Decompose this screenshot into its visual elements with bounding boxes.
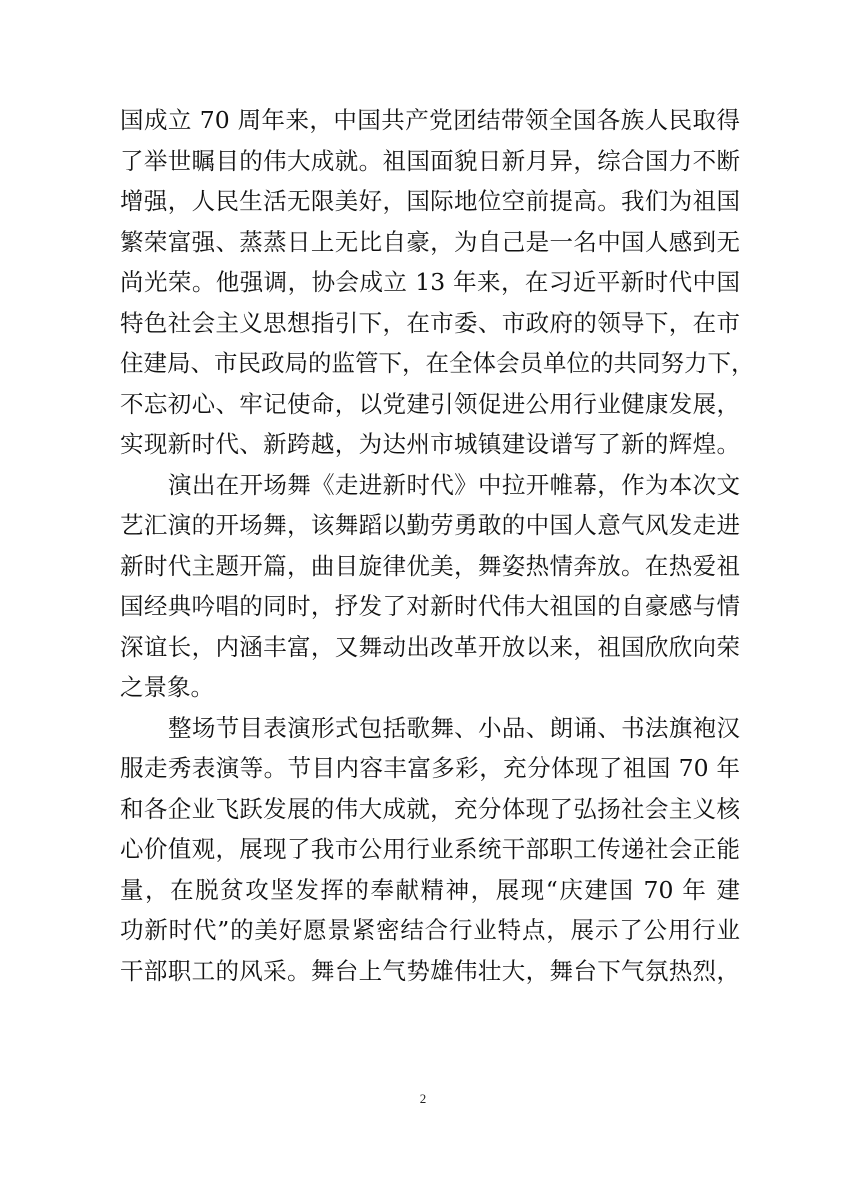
text-line: 心价值观，展现了我市公用行业系统干部职工传递社会正能 [120,835,740,863]
text-line: 干部职工的风采。舞台上气势雄伟壮大，舞台下气氛热烈， [120,956,740,985]
document-body [120,100,755,991]
text-line: 艺汇演的开场舞，该舞蹈以勤劳勇敢的中国人意气风发走进 [120,511,740,539]
text-line: 国成立 70 周年来，中国共产党团结带领全国各族人民取得 [120,106,740,134]
text-line: 演出在开场舞《走进新时代》中拉开帷幕，作为本次文 [168,470,740,499]
text-line: 深谊长，内涵丰富，又舞动出改革开放以来，祖国欣欣向荣 [120,632,740,661]
text-line: 尚光荣。他强调，协会成立 13 年来，在习近平新时代中国 [120,268,740,296]
text-line: 国经典吟唱的同时，抒发了对新时代伟大祖国的自豪感与情 [120,592,740,620]
paragraph-program-overview [120,708,740,992]
text-line: 不忘初心、牢记使命，以党建引领促进公用行业健康发展， [120,389,740,418]
text-line: 实现新时代、新跨越，为达州市城镇建设谱写了新的辉煌。 [120,430,740,458]
paragraph-opening-dance [120,465,740,708]
text-line: 之景象。 [120,673,214,701]
paragraph-national-achievements [120,100,755,465]
text-line: 繁荣富强、蒸蒸日上无比自豪，为自己是一名中国人感到无 [120,227,740,256]
text-line: 和各企业飞跃发展的伟大成就，充分体现了弘扬社会主义核 [120,794,740,823]
text-line: 新时代主题开篇，曲目旋律优美，舞姿热情奔放。在热爱祖 [120,551,740,580]
text-line: 整场节目表演形式包括歌舞、小品、朗诵、书法旗袍汉 [168,713,740,742]
page-number: 2 [419,1091,427,1106]
text-line: 了举世瞩目的伟大成就。祖国面貌日新月异，综合国力不断 [120,146,740,175]
text-line: 功新时代”的美好愿景紧密结合行业特点，展示了公用行业 [120,916,740,944]
text-line: 服走秀表演等。节目内容丰富多彩，充分体现了祖国 70 年 [120,754,740,782]
text-line: 特色社会主义思想指引下，在市委、市政府的领导下，在市 [120,308,740,337]
text-line: 量，在脱贫攻坚发挥的奉献精神，展现“庆建国 70 年 建 [120,875,740,904]
text-line: 增强，人民生活无限美好，国际地位空前提高。我们为祖国 [120,187,740,215]
text-line: 住建局、市民政局的监管下，在全体会员单位的共同努力下， [120,349,755,377]
